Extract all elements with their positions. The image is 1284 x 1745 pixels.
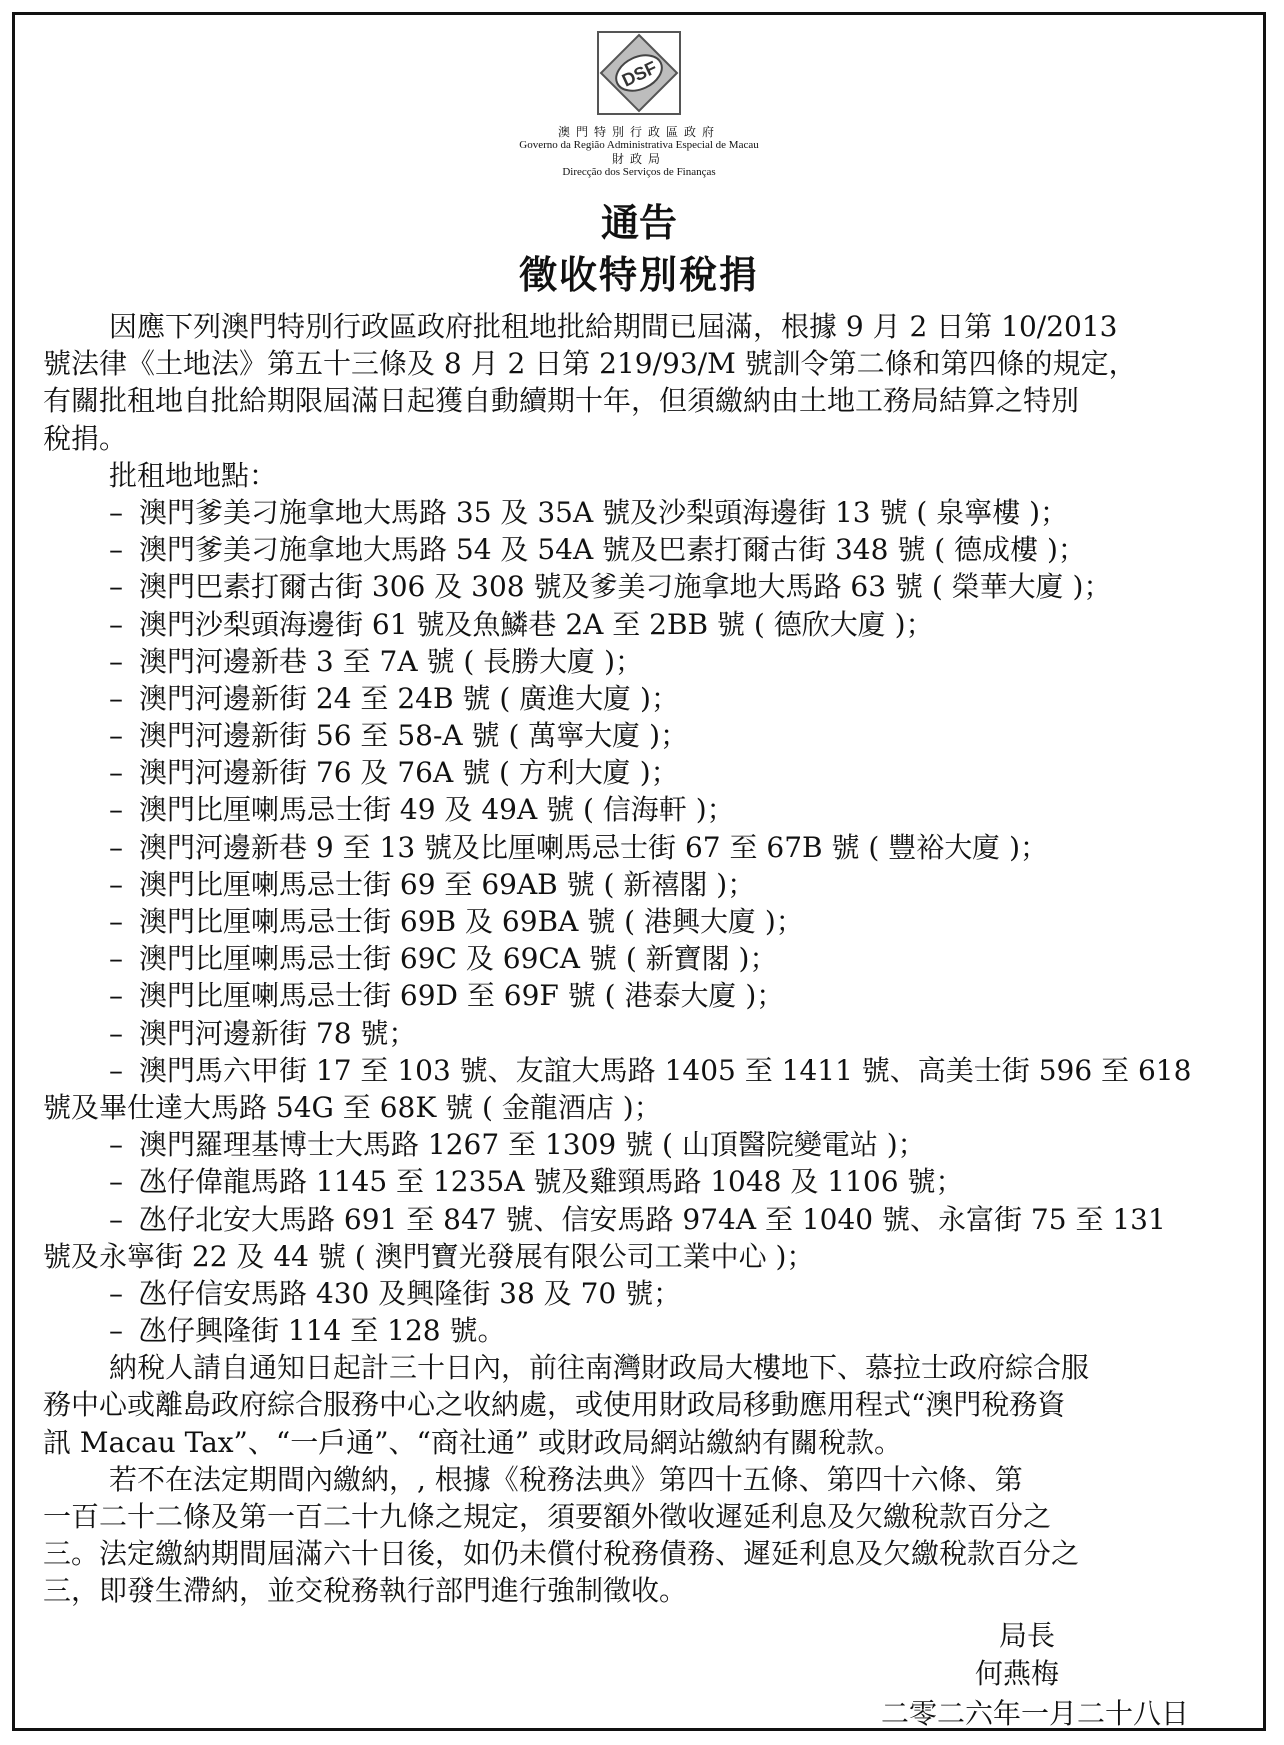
list-item-text: 澳門河邊新巷 9 至 13 號及比厘喇馬忌士街 67 至 67B 號 ( 豐裕大廈 )；: [139, 830, 1049, 864]
dash-marker: –: [109, 830, 123, 864]
dash-marker: –: [109, 1053, 123, 1087]
list-item: [43, 977, 1273, 1014]
notice-title: 通告: [600, 200, 677, 245]
dash-marker: –: [109, 1202, 123, 1236]
dash-marker: –: [109, 719, 123, 753]
dash-marker: –: [109, 793, 123, 827]
dash-marker: –: [109, 979, 123, 1013]
penalty-line: 三。法定繳納期間屆滿六十日後，如仍未償付稅務債務、遲延利息及欠繳稅款百分之: [43, 1537, 1080, 1571]
list-item-text: 澳門沙梨頭海邊街 61 號及魚鱗巷 2A 至 2BB 號 ( 德欣大廈 )；: [139, 607, 934, 641]
dept-name-pt: Direcção dos Serviços de Finanças: [562, 166, 716, 178]
dsf-logo-icon: [597, 31, 681, 115]
penalty-line: 若不在法定期間內繳納，, 根據《稅務法典》第四十五條、第四十六條、第: [109, 1462, 1023, 1496]
list-item: [43, 717, 1273, 754]
list-item: [43, 494, 1273, 531]
dsf-logo: [597, 31, 681, 115]
list-item-text: 澳門爹美刁施拿地大馬路 54 及 54A 號及巴素打爾古街 348 號 ( 德成樓 )；: [139, 533, 1086, 567]
dash-marker: –: [109, 1314, 123, 1348]
list-item: [43, 680, 1273, 717]
dash-marker: –: [109, 1276, 123, 1310]
list-item-text: 澳門比厘喇馬忌士街 49 及 49A 號 ( 信海軒 )；: [139, 793, 735, 827]
dash-marker: –: [109, 533, 123, 567]
locations-label: 批租地地點：: [109, 458, 278, 492]
payment-line: 納稅人請自通知日起計三十日內，前往南灣財政局大樓地下、慕拉士政府綜合服: [109, 1351, 1090, 1385]
list-item-text: 澳門河邊新街 78 號；: [139, 1016, 417, 1050]
notice-frame: [12, 12, 1266, 1731]
intro-line: 因應下列澳門特別行政區政府批租地批給期間已屆滿，根據 9 月 2 日第 10/2013: [109, 310, 1118, 343]
list-item-text: 氹仔興隆街 114 至 128 號。: [139, 1314, 506, 1348]
list-item-text: 氹仔信安馬路 430 及興隆街 38 及 70 號；: [139, 1276, 682, 1310]
dept-name-zh: 財政局: [611, 152, 666, 166]
intro-line: 號法律《土地法》第五十三條及 8 月 2 日第 219/93/M 號訓令第二條和第四條的規定，: [43, 347, 1137, 381]
list-item: [43, 866, 1273, 903]
list-item: [43, 829, 1273, 866]
list-item: [43, 1126, 1273, 1163]
list-item-text: 澳門比厘喇馬忌士街 69 至 69AB 號 ( 新禧閣 )；: [139, 867, 756, 901]
dash-marker: –: [109, 570, 123, 604]
header: [15, 31, 1263, 179]
dash-marker: –: [109, 1165, 123, 1199]
payment-line: 訊 Macau Tax”、“一戶通”、“商社通” 或財政局網站繳納有關稅款。: [43, 1425, 903, 1459]
list-item-text: 澳門河邊新街 24 至 24B 號 ( 廣進大廈 )；: [139, 681, 679, 715]
dash-marker: –: [109, 867, 123, 901]
signature-date: 二零二六年一月二十八日: [881, 1697, 1190, 1730]
list-item: [43, 1052, 1273, 1089]
list-item: [43, 1163, 1273, 1200]
list-item-text: 澳門河邊新街 56 至 58-A 號 ( 萬寧大廈 )；: [139, 719, 689, 753]
list-item-text: 澳門河邊新巷 3 至 7A 號 ( 長勝大廈 )；: [139, 644, 644, 678]
list-item-text: 澳門爹美刁施拿地大馬路 35 及 35A 號及沙梨頭海邊街 13 號 ( 泉寧樓 )；: [139, 495, 1069, 529]
dash-marker: –: [109, 1128, 123, 1162]
list-item-text: 氹仔北安大馬路 691 至 847 號、信安馬路 974A 至 1040 號、永富街 75 至 131: [139, 1202, 1166, 1236]
list-item-continuation: 號及畢仕達大馬路 54G 至 68K 號 ( 金龍酒店 )；: [43, 1090, 662, 1124]
gov-name-zh: 澳門特別行政區政府: [557, 125, 720, 139]
list-item: [43, 791, 1273, 828]
dash-marker: –: [109, 495, 123, 529]
list-item: [43, 1312, 1273, 1349]
list-item: [43, 643, 1273, 680]
list-item: [43, 531, 1273, 568]
intro-line: 稅捐。: [43, 421, 128, 455]
list-item: [43, 754, 1273, 791]
list-item-continuation: 號及永寧街 22 及 44 號 ( 澳門寶光發展有限公司工業中心 )；: [43, 1239, 815, 1273]
list-item-text: 澳門巴素打爾古街 306 及 308 號及爹美刁施拿地大馬路 63 號 ( 榮華大廈 )；: [139, 570, 1112, 604]
notice-body: [43, 308, 1273, 1610]
gov-name-pt: Governo da Região Administrativa Especial de Macau: [519, 139, 759, 151]
list-item-text: 澳門比厘喇馬忌士街 69C 及 69CA 號 ( 新寶閣 )；: [139, 942, 778, 976]
list-item: [43, 568, 1273, 605]
list-item: [43, 1201, 1273, 1238]
intro-line: 有關批租地自批給期限屆滿日起獲自動續期十年，但須繳納由土地工務局結算之特別: [43, 384, 1080, 418]
list-item: [43, 940, 1273, 977]
notice-subtitle: 徵收特別稅捐: [518, 252, 759, 297]
signature-position: 局長: [999, 1619, 1056, 1652]
signature-name: 何燕梅: [975, 1657, 1060, 1690]
dash-marker: –: [109, 681, 123, 715]
dash-marker: –: [109, 1016, 123, 1050]
list-item: [43, 1015, 1273, 1052]
list-item-text: 澳門馬六甲街 17 至 103 號、友誼大馬路 1405 至 1411 號、高美士街 596 至 618: [139, 1053, 1192, 1087]
list-item-text: 澳門羅理基博士大馬路 1267 至 1309 號 ( 山頂醫院變電站 )；: [139, 1128, 926, 1162]
payment-line: 務中心或離島政府綜合服務中心之收納處，或使用財政局移動應用程式“澳門稅務資: [43, 1388, 1066, 1422]
dash-marker: –: [109, 756, 123, 790]
list-item-text: 澳門比厘喇馬忌士街 69D 至 69F 號 ( 港泰大廈 )；: [139, 979, 785, 1013]
list-item: [43, 903, 1273, 940]
list-item-text: 氹仔偉龍馬路 1145 至 1235A 號及雞頸馬路 1048 及 1106 號；: [139, 1165, 964, 1199]
dash-marker: –: [109, 607, 123, 641]
dash-marker: –: [109, 644, 123, 678]
list-item-text: 澳門河邊新街 76 及 76A 號 ( 方利大廈 )；: [139, 756, 679, 790]
dash-marker: –: [109, 942, 123, 976]
dash-marker: –: [109, 905, 123, 938]
list-item-text: 澳門比厘喇馬忌士街 69B 及 69BA 號 ( 港興大廈 )；: [139, 905, 804, 938]
list-item: [43, 1275, 1273, 1312]
penalty-line: 三，即發生滯納，並交稅務執行部門進行強制徵收。: [43, 1574, 688, 1608]
list-item: [43, 606, 1273, 643]
logo-text: DSF: [618, 57, 660, 91]
penalty-line: 一百二十二條及第一百二十九條之規定，須要額外徵收遲延利息及欠繳稅款百分之: [43, 1500, 1052, 1533]
